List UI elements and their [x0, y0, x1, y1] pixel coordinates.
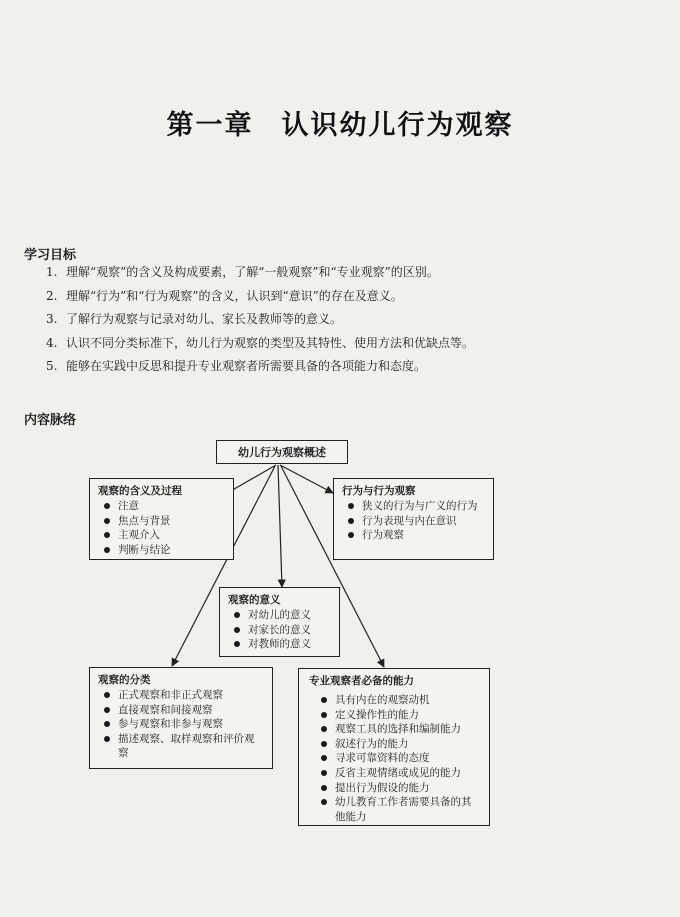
- objective-item: 5. 能够在实践中反思和提升专业观察者所需要具备的各项能力和态度。: [46, 359, 427, 374]
- box-significance: [219, 587, 340, 657]
- box-item: 对家长的意义: [228, 623, 331, 638]
- box-item: 叙述行为的能力: [315, 737, 481, 752]
- box-item: 主观介入: [98, 528, 225, 543]
- box-item: 直接观察和间接观察: [98, 703, 264, 718]
- box-item: 行为观察: [342, 528, 485, 543]
- box-item: 寻求可靠资料的态度: [315, 751, 481, 766]
- objective-item: 4. 认识不同分类标准下，幼儿行为观察的类型及其特性、使用方法和优缺点等。: [46, 335, 475, 350]
- box-title: 行为与行为观察: [342, 485, 416, 497]
- chapter-number: 第一章: [166, 110, 254, 141]
- chapter-name: 认识幼儿行为观察: [281, 110, 514, 141]
- box-item: 对幼儿的意义: [228, 608, 331, 623]
- content-heading: 内容脉络: [24, 413, 77, 428]
- objective-item: 2. 理解“行为”和“行为观察”的含义，认识到“意识”的存在及意义。: [46, 288, 403, 303]
- box-item: 描述观察、取样观察和评价观察: [98, 732, 264, 761]
- box-behavior: [333, 478, 494, 560]
- box-item: 狭义的行为与广义的行为: [342, 499, 485, 514]
- objectives-heading: 学习目标: [24, 248, 77, 263]
- box-item: 具有内在的观察动机: [315, 693, 481, 708]
- objective-item: 3. 了解行为观察与记录对幼儿、家长及教师等的意义。: [46, 312, 343, 327]
- box-item: 正式观察和非正式观察: [98, 688, 264, 703]
- box-item: 行为表现与内在意识: [342, 514, 485, 529]
- box-item: 对教师的意义: [228, 637, 331, 652]
- box-item: 焦点与背景: [98, 514, 225, 529]
- box-item: 定义操作性的能力: [315, 708, 481, 723]
- box-item: 反省主观情绪或成见的能力: [315, 766, 481, 781]
- box-title: 观察的分类: [98, 674, 151, 686]
- box-item: 观察工具的选择和编制能力: [315, 722, 481, 737]
- box-title: 观察的含义及过程: [98, 485, 182, 497]
- box-item: 判断与结论: [98, 543, 225, 558]
- box-title: 专业观察者必备的能力: [309, 675, 414, 687]
- box-item: 幼儿教育工作者需要具备的其他能力: [315, 795, 481, 824]
- box-meaning-process: [89, 478, 234, 560]
- box-item: 参与观察和非参与观察: [98, 717, 264, 732]
- box-item: 注意: [98, 499, 225, 514]
- box-classification: [89, 667, 273, 769]
- diagram-center-box: 幼儿行为观察概述: [216, 440, 348, 464]
- box-item: 提出行为假设的能力: [315, 781, 481, 796]
- box-title: 观察的意义: [228, 594, 281, 606]
- objective-item: 1. 理解“观察”的含义及构成要素，了解“一般观察”和“专业观察”的区别。: [46, 265, 439, 279]
- arrow-to-significance: [278, 465, 282, 587]
- box-abilities: [298, 668, 490, 826]
